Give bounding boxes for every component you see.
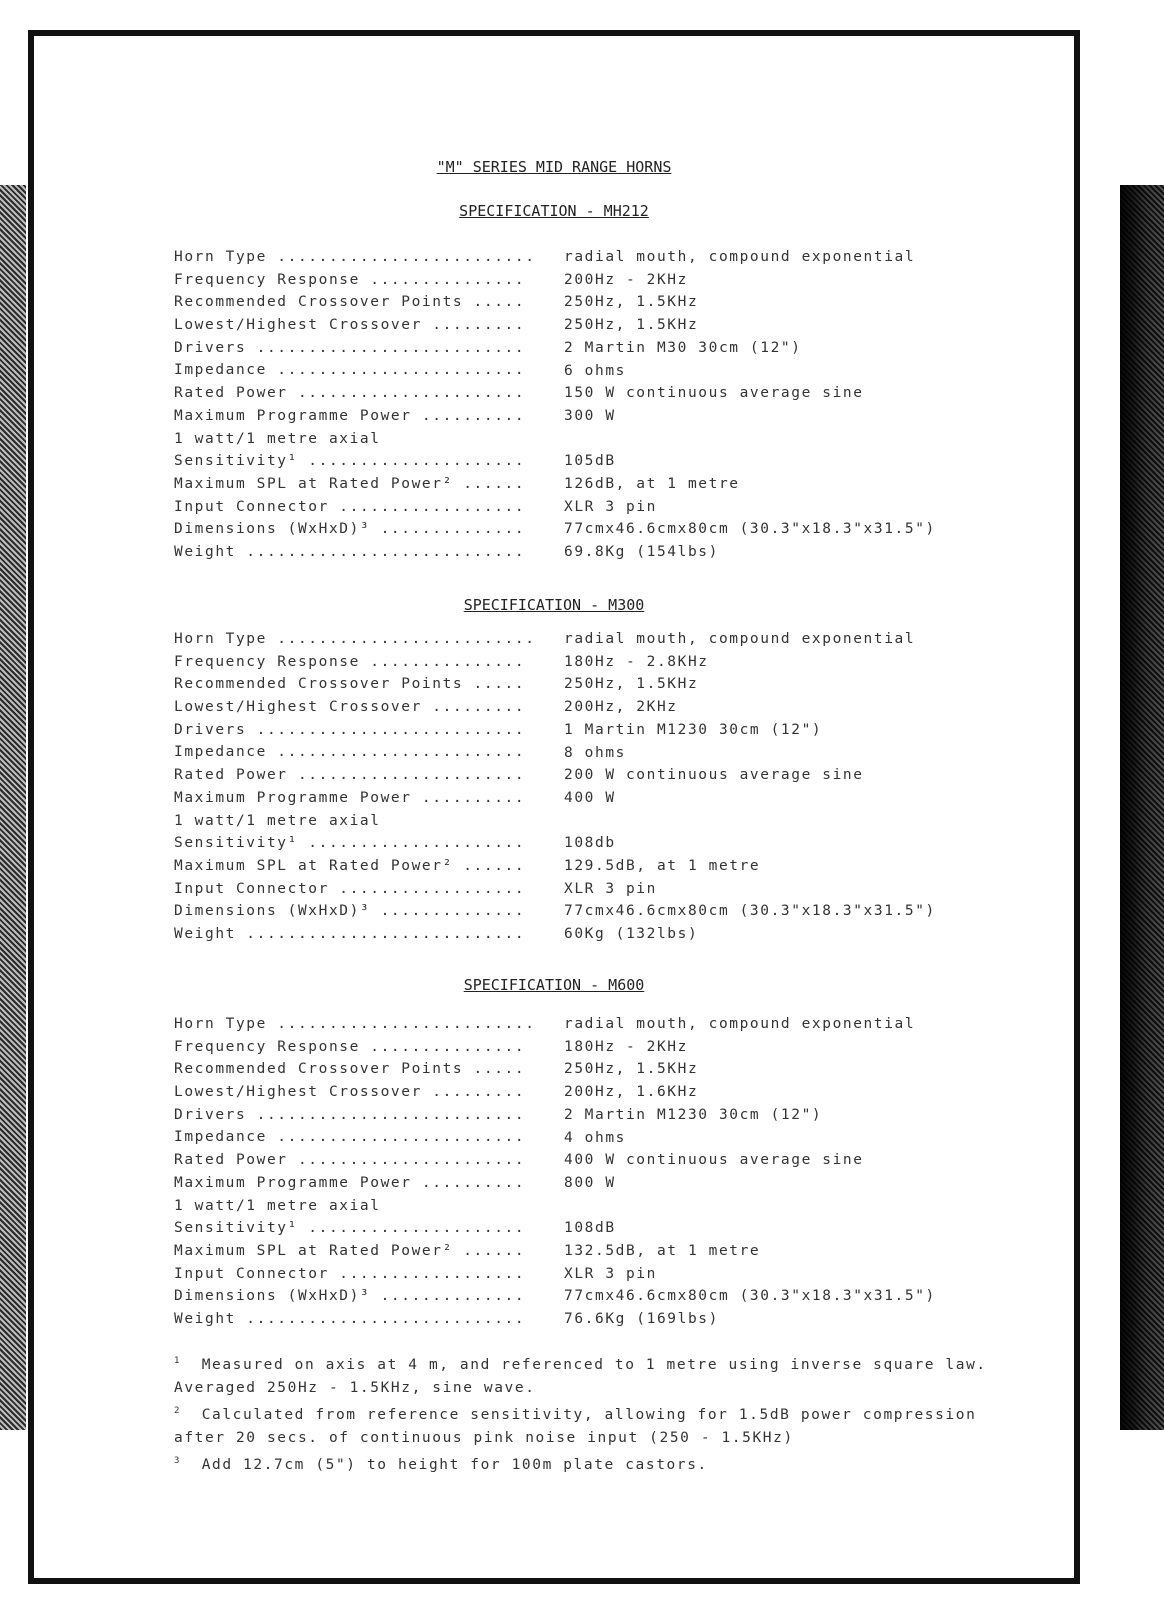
- spec-value: 4 ohms: [564, 1129, 626, 1146]
- spec-row: [174, 1240, 761, 1263]
- footnote-text: Measured on axis at 4 m, and referenced to 1 metre using inverse square law. Averaged 250Hz - 1.5KHz, sine wave.: [174, 1357, 1008, 1396]
- spec-row: [174, 878, 657, 901]
- spec-label: Drivers ..........................: [174, 721, 526, 738]
- page-frame: [28, 30, 1080, 1584]
- spec-row: [174, 541, 719, 564]
- spec-label: Impedance ........................: [174, 744, 526, 761]
- spec-label: Sensitivity¹ .....................: [174, 835, 526, 852]
- spec-value: 200Hz, 2KHz: [564, 699, 678, 716]
- spec-value: XLR 3 pin: [564, 1265, 657, 1282]
- spec-label: Recommended Crossover Points .....: [174, 1061, 526, 1078]
- spec-row: [174, 1308, 719, 1331]
- footnote-3: [174, 1450, 1034, 1477]
- spec-value: 400 W continuous average sine: [564, 1152, 864, 1169]
- spec-row: [174, 1149, 864, 1172]
- footnote-1: [174, 1350, 1034, 1400]
- spec-label: Weight ...........................: [174, 543, 526, 560]
- spec-label: Drivers ..........................: [174, 339, 526, 356]
- spec-value: 180Hz - 2.8KHz: [564, 653, 709, 670]
- spec-label: Rated Power ......................: [174, 1152, 526, 1169]
- spec-label: Input Connector ..................: [174, 1265, 526, 1282]
- spec-row: [174, 1126, 626, 1149]
- spec-label: Horn Type .........................: [174, 249, 536, 265]
- spec-value: 800 W: [564, 1174, 616, 1191]
- spec-value: 250Hz, 1.5KHz: [564, 1061, 699, 1078]
- spec-label: Lowest/Highest Crossover .........: [174, 699, 526, 716]
- spec-label: Weight ...........................: [174, 1310, 526, 1327]
- spec-value: 77cmx46.6cmx80cm (30.3"x18.3"x31.5"): [564, 1288, 936, 1305]
- spec-row: [174, 291, 699, 314]
- section-heading-mh212: [34, 202, 1074, 220]
- footnotes: [174, 1350, 1034, 1477]
- spec-table-m600: [174, 1013, 936, 1331]
- spec-row: [174, 1104, 823, 1127]
- spec-table-mh212: [174, 246, 936, 564]
- spec-label: Maximum SPL at Rated Power² ......: [174, 475, 526, 492]
- section-heading-text: SPECIFICATION - M600: [463, 976, 645, 994]
- spec-table-m300: [174, 628, 936, 946]
- spec-label: Frequency Response ...............: [174, 1038, 526, 1055]
- spec-value: 300 W: [564, 407, 616, 424]
- spec-row: [174, 473, 740, 496]
- spec-value: radial mouth, compound exponential: [564, 631, 916, 647]
- spec-value: 150 W continuous average sine: [564, 385, 864, 402]
- spec-label: Maximum Programme Power ..........: [174, 789, 526, 806]
- spec-label: Horn Type .........................: [174, 631, 536, 647]
- spec-row: [174, 696, 678, 719]
- spec-value: 69.8Kg (154lbs): [564, 544, 719, 561]
- spec-label: Lowest/Highest Crossover .........: [174, 1084, 526, 1101]
- spec-value: XLR 3 pin: [564, 880, 657, 897]
- footnote-mark: 3: [174, 1456, 182, 1466]
- spec-label: Frequency Response ...............: [174, 653, 526, 670]
- spec-row: [174, 405, 616, 428]
- spec-row: [174, 269, 688, 292]
- spec-value: 108dB: [564, 1220, 616, 1237]
- spec-label: 1 watt/1 metre axial: [174, 812, 381, 829]
- spec-label: Recommended Crossover Points .....: [174, 294, 526, 311]
- spec-row: [174, 518, 936, 541]
- spec-label: Sensitivity¹ .....................: [174, 1220, 526, 1237]
- spec-label: Maximum SPL at Rated Power² ......: [174, 1242, 526, 1259]
- spec-label: Input Connector ..................: [174, 880, 526, 897]
- spec-value: 400 W: [564, 789, 616, 806]
- spec-row: [174, 1081, 699, 1104]
- spec-label: Recommended Crossover Points .....: [174, 676, 526, 693]
- spec-row: [174, 719, 823, 742]
- spec-label: 1 watt/1 metre axial: [174, 430, 381, 447]
- spec-label: Dimensions (WxHxD)³ ..............: [174, 1288, 526, 1305]
- spec-value: 180Hz - 2KHz: [564, 1038, 688, 1055]
- spec-value: radial mouth, compound exponential: [564, 1016, 916, 1032]
- section-heading-text: SPECIFICATION - MH212: [459, 202, 649, 220]
- spec-row: [174, 1217, 616, 1240]
- spec-value: 126dB, at 1 metre: [564, 476, 740, 492]
- spec-row: [174, 1285, 936, 1308]
- spec-row: [174, 673, 699, 696]
- spec-row: [174, 1058, 699, 1081]
- spec-label: Rated Power ......................: [174, 767, 526, 784]
- spec-value: XLR 3 pin: [564, 498, 657, 515]
- spec-row: [174, 1036, 688, 1059]
- spec-value: 60Kg (132lbs): [564, 926, 699, 943]
- spec-row: [174, 741, 626, 764]
- spec-row: [174, 496, 657, 519]
- spec-value: 2 Martin M30 30cm (12"): [564, 339, 802, 356]
- spec-label: Maximum Programme Power ..........: [174, 1174, 526, 1191]
- spec-value: 200 W continuous average sine: [564, 767, 864, 784]
- spec-value: 250Hz, 1.5KHz: [564, 294, 699, 311]
- footnote-2: [174, 1400, 1034, 1450]
- spec-label: Frequency Response ...............: [174, 271, 526, 288]
- spec-value: 132.5dB, at 1 metre: [564, 1243, 761, 1259]
- spec-label: Drivers ..........................: [174, 1106, 526, 1123]
- scan-edge-right: [1120, 185, 1164, 1430]
- spec-row: [174, 764, 864, 787]
- page-title-text: "M" SERIES MID RANGE HORNS: [436, 158, 672, 176]
- spec-row: [174, 1263, 657, 1286]
- spec-label: Horn Type .........................: [174, 1016, 536, 1032]
- scan-edge-left: [0, 185, 26, 1430]
- spec-label: Input Connector ..................: [174, 498, 526, 515]
- spec-row: [174, 428, 536, 451]
- spec-value: 77cmx46.6cmx80cm (30.3"x18.3"x31.5"): [564, 903, 936, 920]
- spec-value: 105dB: [564, 453, 616, 470]
- spec-label: Maximum SPL at Rated Power² ......: [174, 857, 526, 874]
- spec-value: 8 ohms: [564, 744, 626, 761]
- spec-label: Dimensions (WxHxD)³ ..............: [174, 521, 526, 538]
- spec-label: Dimensions (WxHxD)³ ..............: [174, 903, 526, 920]
- spec-value: 1 Martin M1230 30cm (12"): [564, 721, 823, 738]
- spec-row: [174, 337, 802, 360]
- spec-label: Maximum Programme Power ..........: [174, 407, 526, 424]
- spec-label: 1 watt/1 metre axial: [174, 1197, 381, 1214]
- spec-value: 200Hz, 1.6KHz: [564, 1084, 699, 1101]
- page-title: [34, 158, 1074, 176]
- spec-row: [174, 810, 536, 833]
- spec-row: [174, 1195, 536, 1218]
- spec-value: 108db: [564, 835, 616, 852]
- spec-row: [174, 900, 936, 923]
- spec-row: [174, 1172, 616, 1195]
- spec-row: [174, 651, 709, 674]
- spec-row: [174, 787, 616, 810]
- footnote-mark: 2: [174, 1406, 182, 1416]
- spec-value: 6 ohms: [564, 362, 626, 379]
- spec-label: Impedance ........................: [174, 1129, 526, 1146]
- spec-row: [174, 450, 616, 473]
- footnote-mark: 1: [174, 1356, 182, 1366]
- spec-row: [174, 359, 626, 382]
- spec-value: 250Hz, 1.5KHz: [564, 317, 699, 334]
- spec-value: 77cmx46.6cmx80cm (30.3"x18.3"x31.5"): [564, 521, 936, 538]
- spec-label: Sensitivity¹ .....................: [174, 453, 526, 470]
- spec-value: 2 Martin M1230 30cm (12"): [564, 1106, 823, 1123]
- spec-value: 250Hz, 1.5KHz: [564, 676, 699, 693]
- spec-value: 129.5dB, at 1 metre: [564, 858, 761, 874]
- footnote-text: Calculated from reference sensitivity, allowing for 1.5dB power compression after 20 secs. of continuous pink noise input (250 - 1.5KHz): [174, 1407, 987, 1446]
- spec-row: [174, 832, 616, 855]
- spec-label: Rated Power ......................: [174, 385, 526, 402]
- spec-label: Lowest/Highest Crossover .........: [174, 317, 526, 334]
- spec-row: [174, 382, 864, 405]
- spec-label: Weight ...........................: [174, 925, 526, 942]
- spec-value: 76.6Kg (169lbs): [564, 1311, 719, 1328]
- section-heading-text: SPECIFICATION - M300: [463, 596, 645, 614]
- section-heading-m300: [34, 596, 1074, 614]
- footnote-text: Add 12.7cm (5") to height for 100m plate castors.: [181, 1457, 708, 1473]
- spec-row: [174, 855, 761, 878]
- spec-value: radial mouth, compound exponential: [564, 249, 916, 265]
- spec-row: [174, 1013, 916, 1036]
- spec-row: [174, 246, 916, 269]
- spec-row: [174, 923, 699, 946]
- spec-row: [174, 628, 916, 651]
- section-heading-m600: [34, 976, 1074, 994]
- spec-label: Impedance ........................: [174, 362, 526, 379]
- spec-row: [174, 314, 699, 337]
- spec-value: 200Hz - 2KHz: [564, 271, 688, 288]
